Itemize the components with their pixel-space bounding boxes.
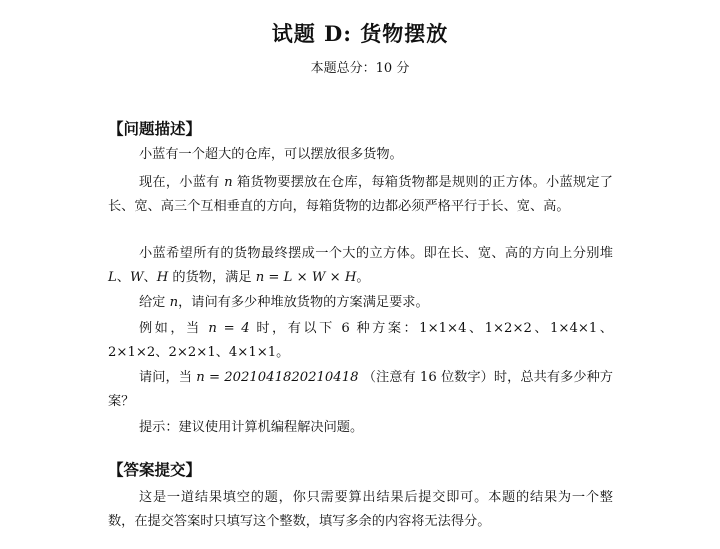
problem-heading: 【问题描述】 — [108, 120, 202, 138]
paragraph-3: 小蓝希望所有的货物最终摆成一个大的立方体。即在长、宽、高的方向上分别堆 L、W、H 的货物，满足 n = L × W × H。 — [108, 246, 613, 285]
paragraph-1: 小蓝有一个超大的仓库，可以摆放很多货物。 — [139, 147, 403, 162]
score-line: 本题总分：10 分 — [310, 61, 410, 76]
paragraph-4: 给定 n，请问有多少种堆放货物的方案满足要求。 — [139, 295, 429, 310]
answer-paragraph: 这是一道结果填空的题，你只需要算出结果后提交即可。本题的结果为一个整数，在提交答案时只填写这个整数，填写多余的内容将无法得分。 — [108, 490, 613, 529]
paragraph-5: 例如，当 n = 4 时，有以下 6 种方案：1×1×4、1×2×2、1×4×1、2×1×2、2×2×1、4×1×1。 — [108, 321, 613, 360]
paragraph-6: 请问，当 n = 2021041820210418 （注意有 16 位数字）时，总共有多少种方案？ — [108, 370, 613, 409]
paragraph-2: 现在，小蓝有 n 箱货物要摆放在仓库，每箱货物都是规则的正方体。小蓝规定了长、宽、高三个互相垂直的方向，每箱货物的边都必须严格平行于长、宽、高。 — [108, 175, 613, 214]
page-title: 试题 D: 货物摆放 — [271, 21, 449, 46]
paragraph-7: 提示：建议使用计算机编程解决问题。 — [139, 420, 364, 435]
answer-heading: 【答案提交】 — [108, 461, 202, 479]
